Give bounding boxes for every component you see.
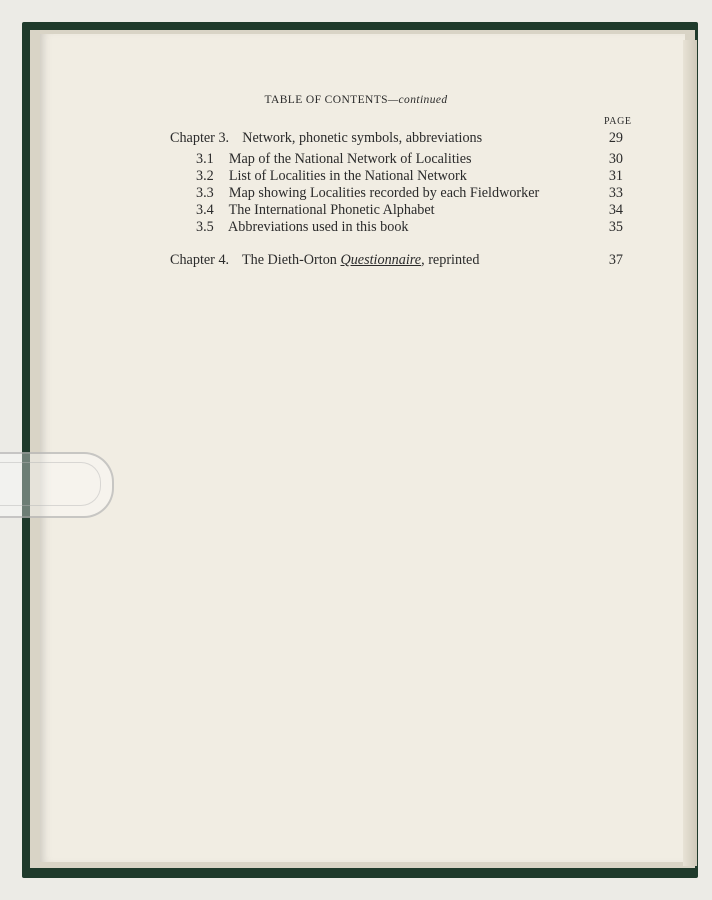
section-3-4-page: 34 [608,202,623,218]
chapter3-title: Network, phonetic symbols, abbreviations [242,130,483,146]
plastic-page-clip-inner [0,462,101,506]
section-3-2 [196,168,467,185]
section-number: 3.5 [196,219,214,235]
section-number: 3.2 [196,168,214,184]
chapter4-title-post: , reprinted [421,252,480,268]
section-title: Abbreviations used in this book [228,219,409,235]
section-title: The International Phonetic Alphabet [228,202,435,218]
chapter3-label: Chapter 3. [170,130,230,146]
section-3-3-page: 33 [608,185,623,201]
running-head-continued: —continued [387,94,448,106]
running-head [0,94,712,106]
chapter4-title-emphasis: Questionnaire [340,252,422,268]
section-3-5-page: 35 [608,219,623,235]
chapter4-entry [170,252,479,269]
section-number: 3.3 [196,185,214,201]
running-head-title: TABLE OF CONTENTS [264,94,388,106]
section-title: List of Localities in the National Network [228,168,467,184]
page-edge [683,40,697,866]
section-3-1 [196,151,472,168]
chapter4-page: 37 [608,252,623,268]
chapter4-label: Chapter 4. [170,252,230,268]
section-3-4 [196,202,435,219]
section-number: 3.4 [196,202,214,218]
section-title: Map of the National Network of Localities [228,151,472,167]
section-3-3 [196,185,539,202]
page-column-label: PAGE [604,116,632,127]
section-number: 3.1 [196,151,214,167]
chapter3-page: 29 [608,130,623,146]
chapter3-entry [170,130,482,147]
chapter4-title-pre: The Dieth-Orton [241,252,341,268]
section-title: Map showing Localities recorded by each Fieldworker [228,185,540,201]
section-3-1-page: 30 [608,151,623,167]
section-3-5 [196,219,409,236]
section-3-2-page: 31 [608,168,623,184]
